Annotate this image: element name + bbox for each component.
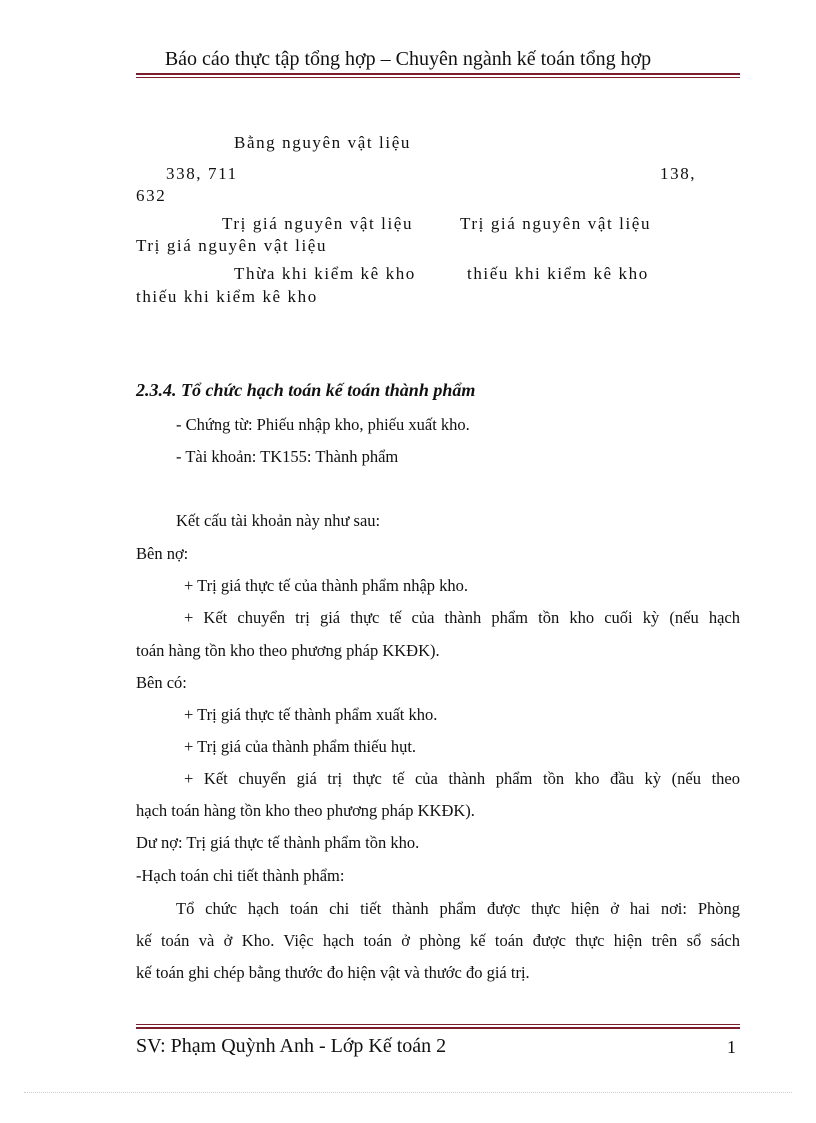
balance-line: Dư nợ: Trị giá thực tế thành phẩm tồn kho. [136, 833, 420, 852]
diagram-right-accounts-a: 138, [660, 164, 697, 183]
debit-item-2-line-2: toán hàng tồn kho theo phương pháp KKĐK). [136, 641, 440, 660]
structure-line: Kết cấu tài khoản này như sau: [176, 511, 381, 530]
diagram-col3-label-a: Trị giá nguyên vật liệu [136, 236, 328, 255]
credit-item-2: + Trị giá của thành phẩm thiếu hụt. [184, 737, 417, 756]
voucher-line: - Chứng từ: Phiếu nhập kho, phiếu xuất kho. [176, 415, 470, 434]
page-edge-divider [24, 1092, 792, 1093]
debit-item-1: + Trị giá thực tế của thành phẩm nhập kho. [184, 576, 469, 595]
diagram-right-accounts-b: 632 [136, 186, 167, 205]
footer-author: SV: Phạm Quỳnh Anh - Lớp Kế toán 2 [136, 1035, 447, 1057]
credit-item-3-line-1: + Kết chuyển giá trị thực tế của thành phẩm tồn kho đầu kỳ (nếu theo [184, 769, 740, 788]
footer-rule-bottom [136, 1027, 740, 1029]
page-number: 1 [727, 1037, 736, 1057]
paragraph-line-1: Tổ chức hạch toán chi tiết thành phẩm được thực hiện ở hai nơi: Phòng [176, 899, 740, 918]
section-heading: 2.3.4. Tổ chức hạch toán kế toán thành phẩm [136, 380, 476, 400]
diagram-col2-label-b: thiếu khi kiểm kê kho [467, 264, 649, 283]
header-rule-bottom [136, 77, 740, 78]
diagram-col1-label-a: Trị giá nguyên vật liệu [222, 214, 414, 233]
detail-heading: -Hạch toán chi tiết thành phẩm: [136, 866, 345, 885]
account-line: - Tài khoản: TK155: Thành phẩm [176, 447, 399, 466]
credit-item-1: + Trị giá thực tế thành phẩm xuất kho. [184, 705, 438, 724]
paragraph-line-2: kế toán và ở Kho. Việc hạch toán ở phòng kế toán được thực hiện trên sổ sách [136, 931, 740, 950]
diagram-col3-label-b: thiếu khi kiểm kê kho [136, 287, 318, 306]
diagram-col2-label-a: Trị giá nguyên vật liệu [460, 214, 652, 233]
header-rule-top [136, 73, 740, 75]
page-header-title: Báo cáo thực tập tổng hợp – Chuyên ngành kế toán tổng hợp [164, 48, 652, 70]
debit-item-2-line-1: + Kết chuyển trị giá thực tế của thành phẩm tồn kho cuối kỳ (nếu hạch [184, 608, 740, 627]
footer-rule-top [136, 1024, 740, 1025]
credit-label: Bên có: [136, 673, 187, 692]
debit-label: Bên nợ: [136, 544, 189, 563]
credit-item-3-line-2: hạch toán hàng tồn kho theo phương pháp KKĐK). [136, 801, 475, 820]
paragraph-line-3: kế toán ghi chép bằng thước đo hiện vật và thước đo giá trị. [136, 963, 530, 982]
diagram-col1-label-b: Thừa khi kiểm kê kho [234, 264, 416, 283]
diagram-line-1: Bằng nguyên vật liệu [234, 133, 411, 152]
diagram-left-accounts: 338, 711 [166, 164, 238, 183]
